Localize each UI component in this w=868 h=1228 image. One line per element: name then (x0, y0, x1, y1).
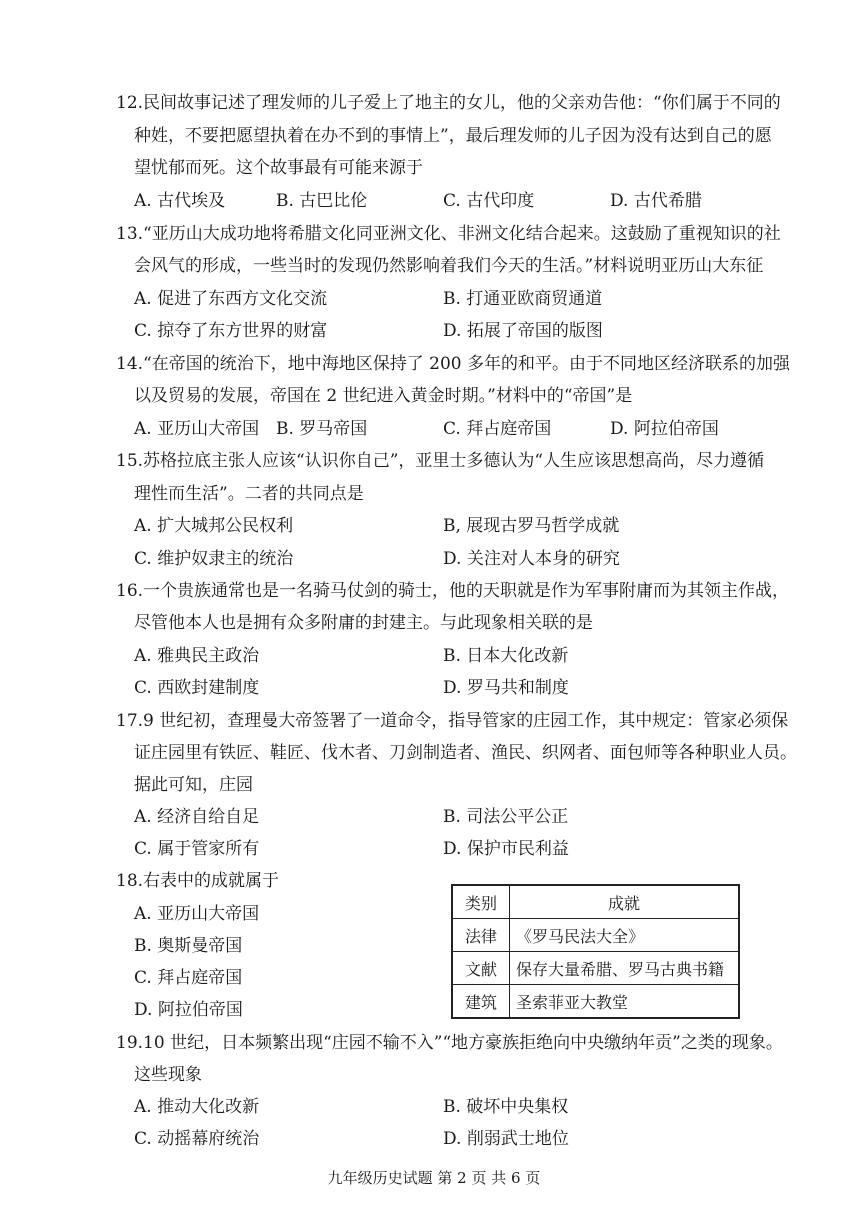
table-header-row (452, 885, 739, 919)
q15-option-a: A. 扩大城邦公民权利 (134, 516, 294, 536)
q19-option-b: B. 破坏中央集权 (443, 1097, 569, 1117)
q14-option-d: D. 阿拉伯帝国 (610, 419, 719, 439)
q16-option-d: D. 罗马共和制度 (443, 678, 569, 698)
q15-option-d: D. 关注对人本身的研究 (443, 549, 620, 569)
table-cell-achievement: 圣索菲亚大教堂 (510, 985, 740, 1019)
q17-stem-line-3: 据此可知，庄园 (134, 775, 253, 795)
q14-option-c: C. 拜占庭帝国 (443, 419, 552, 439)
q16-option-c: C. 西欧封建制度 (134, 678, 260, 698)
q17-option-c: C. 属于管家所有 (134, 839, 260, 859)
q17-option-a: A. 经济自给自足 (134, 807, 260, 827)
q16-stem-line-2: 尽管他本人也是拥有众多附庸的封建主。与此现象相关联的是 (134, 613, 593, 633)
q15-option-c: C. 维护奴隶主的统治 (134, 549, 294, 569)
q18-stem-line-1: 18.右表中的成就属于 (116, 871, 280, 891)
q12-option-c: C. 古代印度 (443, 191, 535, 211)
page-footer: 九年级历史试题 第 2 页 共 6 页 (327, 1169, 541, 1187)
q18-option-c: C. 拜占庭帝国 (134, 968, 243, 988)
table-header-category: 类别 (452, 885, 510, 919)
table-row (452, 985, 739, 1019)
table-cell-achievement: 《罗马民法大全》 (510, 919, 740, 952)
q13-option-d: D. 拓展了帝国的版图 (443, 321, 603, 341)
q18-option-a: A. 亚历山大帝国 (134, 904, 260, 924)
q17-option-d: D. 保护市民利益 (443, 839, 569, 859)
q18-option-d: D. 阿拉伯帝国 (134, 1000, 243, 1020)
q13-stem-line-1: 13.“亚历山大成功地将希腊文化同亚洲文化、非洲文化结合起来。这鼓励了重视知识的社 (116, 224, 781, 244)
q16-option-b: B. 日本大化改新 (443, 646, 569, 666)
q15-option-b: B, 展现古罗马哲学成就 (443, 516, 620, 536)
q13-option-a: A. 促进了东西方文化交流 (134, 289, 328, 309)
q18-option-b: B. 奥斯曼帝国 (134, 936, 243, 956)
q17-option-b: B. 司法公平公正 (443, 807, 569, 827)
table-header-achievement: 成就 (510, 885, 740, 919)
q16-stem-line-1: 16.一个贵族通常也是一名骑马仗剑的骑士，他的天职就是作为军事附庸而为其领主作战， (116, 581, 790, 601)
q14-option-b: B. 罗马帝国 (276, 419, 368, 439)
q17-stem-line-2: 证庄园里有铁匠、鞋匠、伐木者、刀剑制造者、渔民、织网者、面包师等各种职业人员。 (134, 743, 797, 763)
q17-stem-line-1: 17.9 世纪初，查理曼大帝签署了一道命令，指导管家的庄园工作，其中规定：管家必须保 (116, 711, 789, 731)
q15-stem-line-2: 理性而生活”。二者的共同点是 (134, 484, 364, 504)
q12-option-d: D. 古代希腊 (610, 191, 702, 211)
table-row (452, 952, 739, 985)
table-cell-category: 文献 (452, 952, 510, 985)
q15-stem-line-1: 15.苏格拉底主张人应该“认识你自己”，亚里士多德认为“人生应该思想高尚，尽力遵循 (116, 451, 765, 471)
q12-stem-line-2: 种姓，不要把愿望执着在办不到的事情上”，最后理发师的儿子因为没有达到自己的愿 (134, 126, 772, 146)
q12-option-a: A. 古代埃及 (134, 191, 226, 211)
q19-option-c: C. 动摇幕府统治 (134, 1129, 260, 1149)
q12-stem-line-1: 12.民间故事记述了理发师的儿子爱上了地主的女儿，他的父亲劝告他：“你们属于不同的 (116, 93, 781, 113)
q19-stem-line-1: 19.10 世纪，日本频繁出现“庄园不输不入”“地方豪族拒绝向中央缴纳年贡”之类的现象。 (116, 1033, 783, 1053)
q16-option-a: A. 雅典民主政治 (134, 646, 260, 666)
achievements-table (451, 884, 740, 1019)
q13-option-c: C. 掠夺了东方世界的财富 (134, 321, 328, 341)
table-row (452, 919, 739, 952)
q19-stem-line-2: 这些现象 (134, 1065, 202, 1085)
q14-stem-line-2: 以及贸易的发展，帝国在 2 世纪进入黄金时期。”材料中的“帝国”是 (134, 386, 633, 406)
q13-option-b: B. 打通亚欧商贸通道 (443, 289, 603, 309)
q19-option-d: D. 削弱武士地位 (443, 1129, 569, 1149)
q12-stem-line-3: 望忧郁而死。这个故事最有可能来源于 (134, 158, 423, 178)
q19-option-a: A. 推动大化改新 (134, 1097, 260, 1117)
q12-option-b: B. 古巴比伦 (276, 191, 368, 211)
table-cell-category: 建筑 (452, 985, 510, 1019)
q14-option-a: A. 亚历山大帝国 (134, 419, 260, 439)
table-cell-achievement: 保存大量希腊、罗马古典书籍 (510, 952, 740, 985)
table-cell-category: 法律 (452, 919, 510, 952)
q13-stem-line-2: 会风气的形成，一些当时的发现仍然影响着我们今天的生活。”材料说明亚历山大东征 (134, 256, 764, 276)
q14-stem-line-1: 14.“在帝国的统治下，地中海地区保持了 200 多年的和平。由于不同地区经济联系的加强 (116, 354, 790, 374)
